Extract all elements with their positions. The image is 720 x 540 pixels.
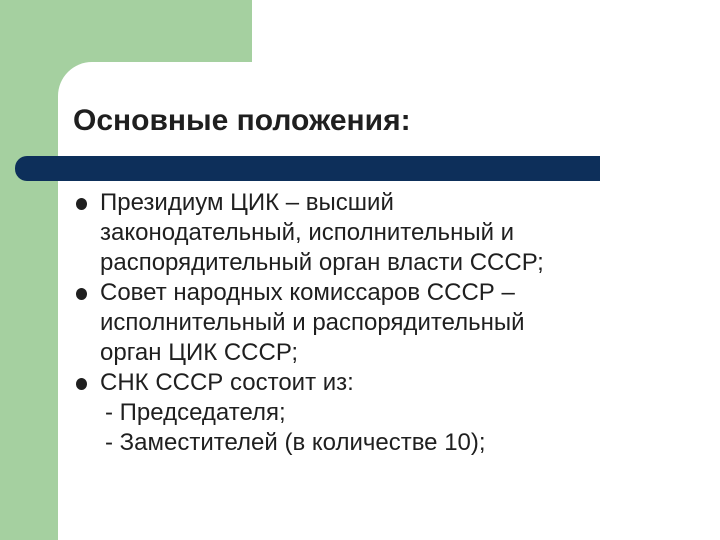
sub-item: - Председателя; [105, 399, 286, 426]
sub-item: - Заместителей (в количестве 10); [105, 429, 486, 456]
slide-title: Основные положения: [73, 104, 411, 137]
bullet-dot-icon [76, 378, 87, 390]
bullet-text-line: СНК СССР состоит из: [100, 369, 354, 396]
bullet-text-line: исполнительный и распорядительный [100, 309, 525, 336]
bullet-dot-icon [76, 198, 87, 210]
bullet-text-line: распорядительный орган власти СССР; [100, 249, 544, 276]
title-underline-bar [15, 156, 600, 181]
bullet-text-line: законодательный, исполнительный и [100, 219, 515, 246]
bullet-item [72, 368, 692, 458]
bullet-item [72, 278, 692, 368]
bullet-dot-icon [76, 288, 87, 300]
bullet-list [72, 188, 692, 458]
bullet-text-line: орган ЦИК СССР; [100, 339, 298, 366]
bullet-text-line: Совет народных комиссаров СССР – [100, 279, 515, 306]
bullet-text-line: Президиум ЦИК – высший [100, 189, 394, 216]
bullet-item [72, 188, 692, 278]
